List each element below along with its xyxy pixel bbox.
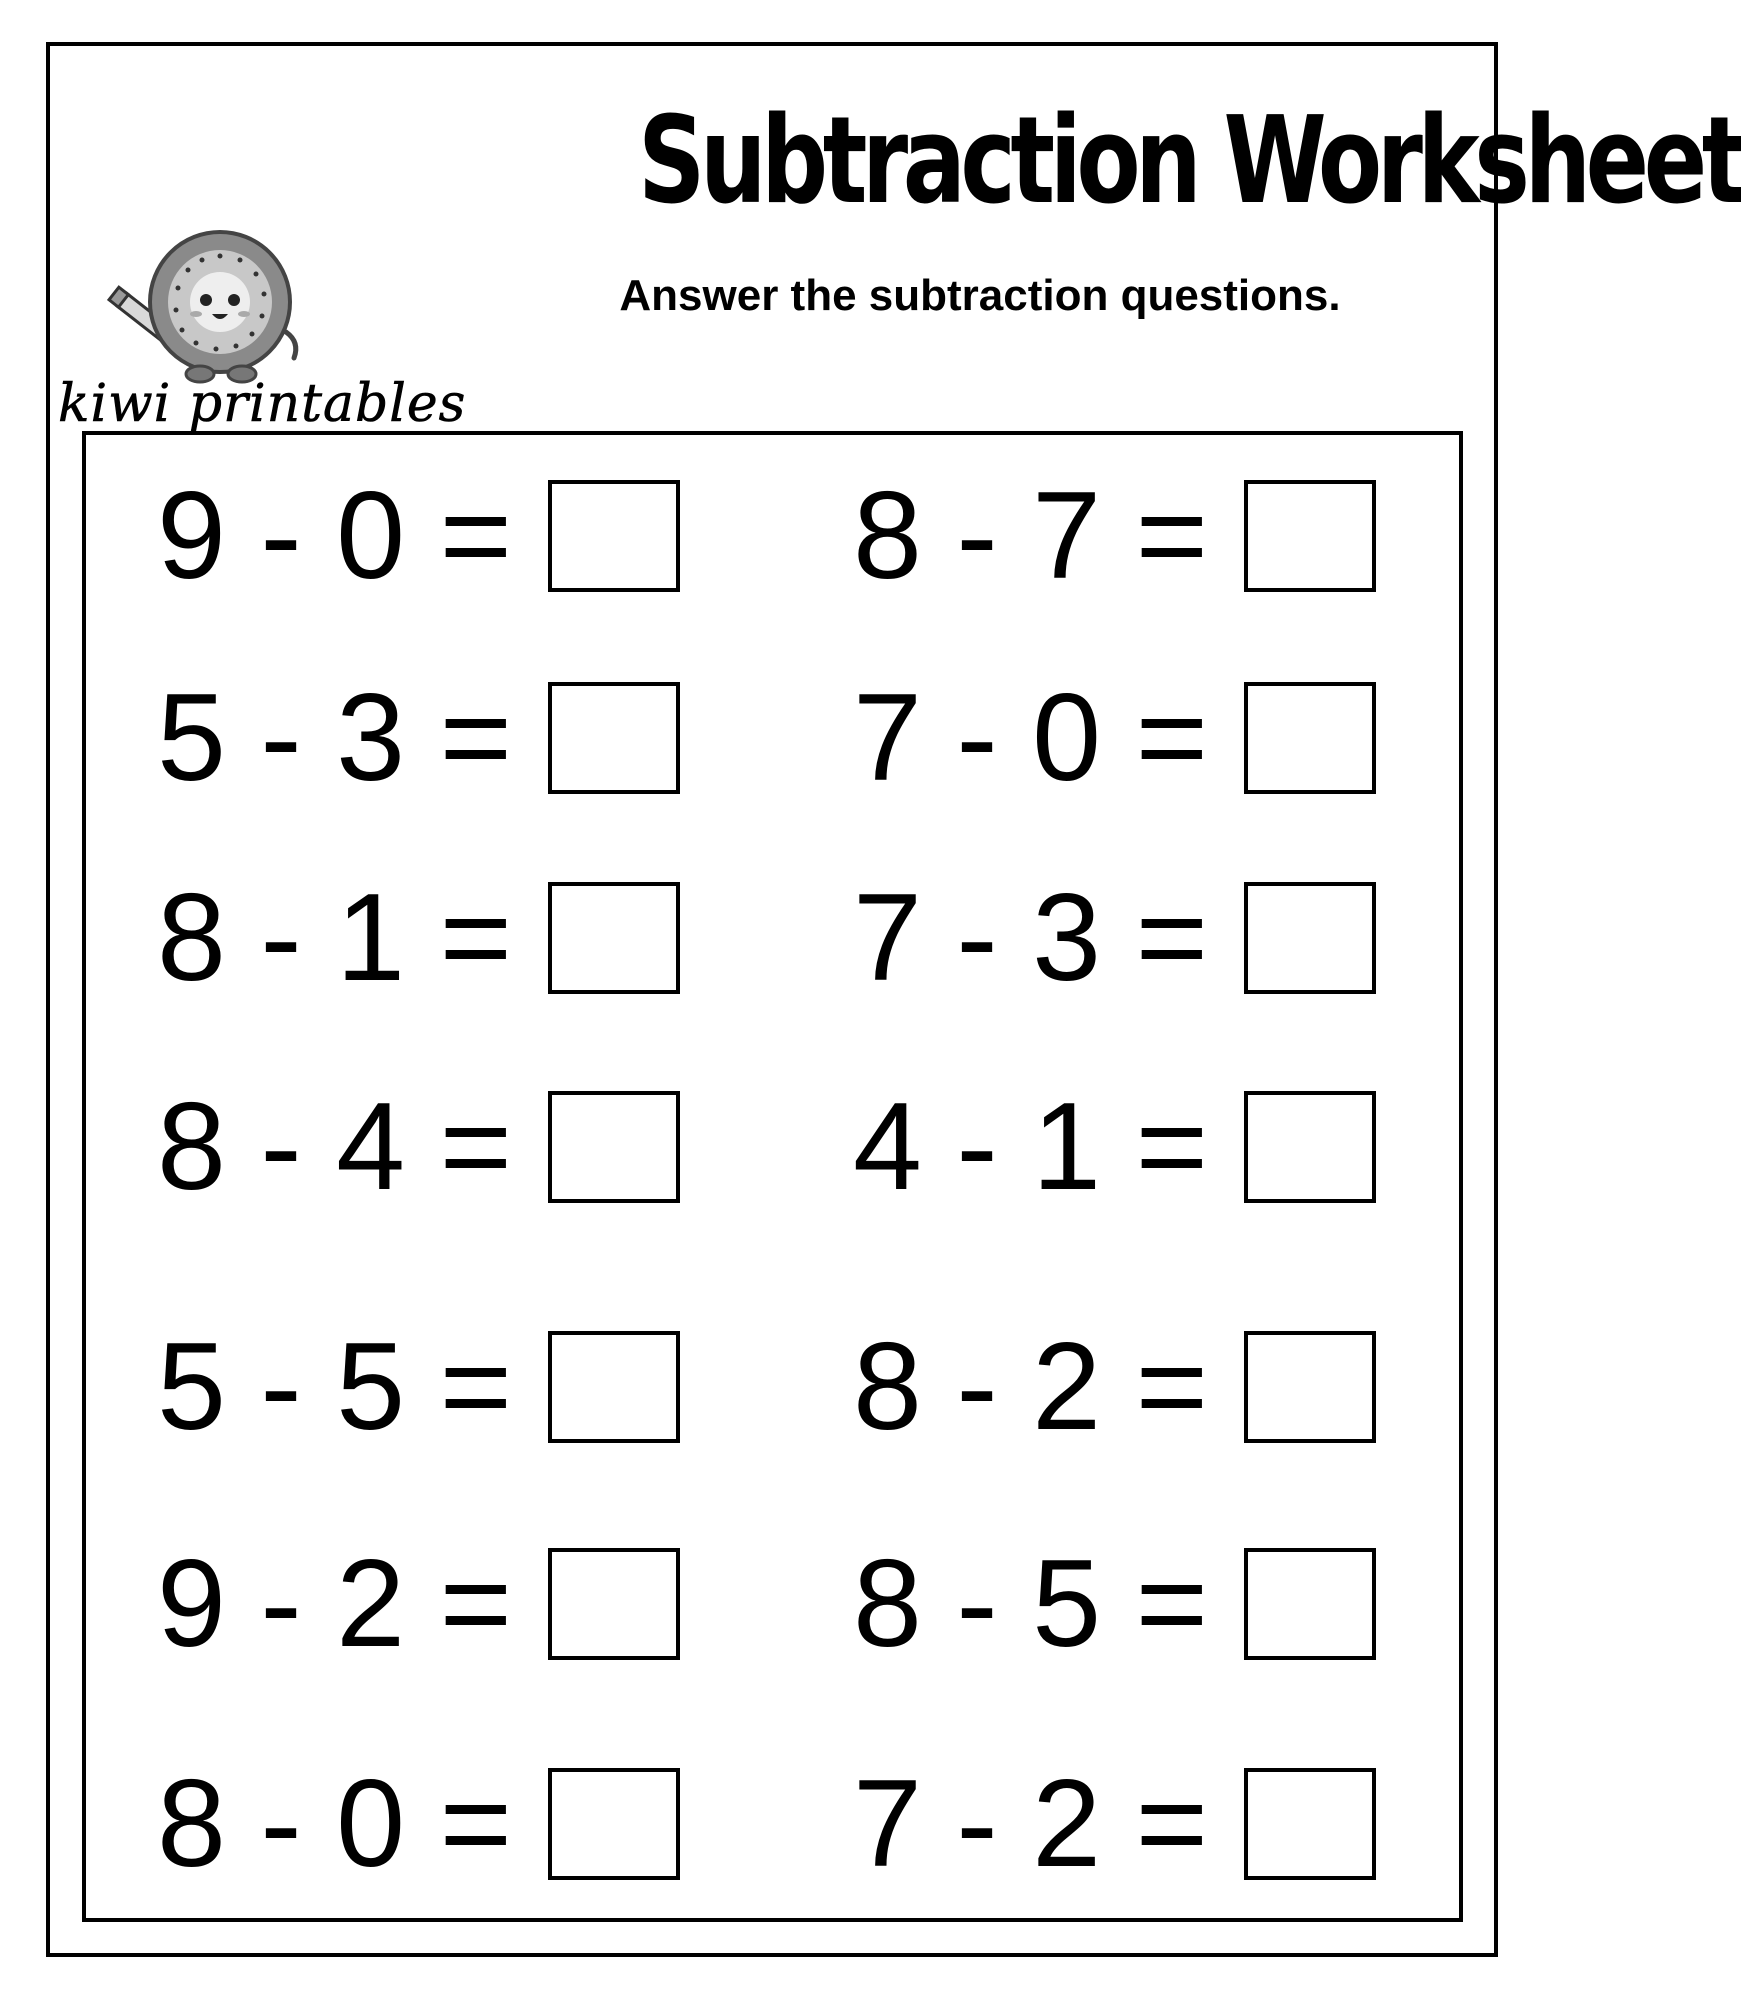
- problem-expression: 9 - 2 =: [157, 1535, 512, 1673]
- problem-expression: 7 - 2 =: [853, 1755, 1208, 1893]
- problem-7: [120, 1078, 680, 1216]
- problem-1: [120, 467, 680, 605]
- problem-expression: 8 - 7 =: [853, 467, 1208, 605]
- problem-expression: 7 - 3 =: [853, 869, 1208, 1007]
- problem-9: [120, 1318, 680, 1456]
- problem-3: [120, 669, 680, 807]
- problem-5: [120, 869, 680, 1007]
- answer-box[interactable]: [548, 1331, 680, 1443]
- problem-8: [816, 1078, 1376, 1216]
- worksheet-title: Subtraction Worksheet: [638, 92, 1741, 231]
- problem-expression: 8 - 2 =: [853, 1318, 1208, 1456]
- kiwi-printables-logo: [50, 222, 467, 462]
- answer-box[interactable]: [1244, 1091, 1376, 1203]
- problem-13: [120, 1755, 680, 1893]
- answer-box[interactable]: [1244, 1548, 1376, 1660]
- answer-box[interactable]: [1244, 682, 1376, 794]
- problem-11: [120, 1535, 680, 1673]
- problem-expression: 5 - 5 =: [157, 1318, 512, 1456]
- answer-box[interactable]: [548, 1091, 680, 1203]
- answer-box[interactable]: [1244, 1331, 1376, 1443]
- problem-4: [816, 669, 1376, 807]
- problem-expression: 4 - 1 =: [853, 1078, 1208, 1216]
- problem-expression: 9 - 0 =: [157, 467, 512, 605]
- answer-box[interactable]: [548, 1768, 680, 1880]
- answer-box[interactable]: [548, 480, 680, 592]
- problem-6: [816, 869, 1376, 1007]
- problem-expression: 8 - 5 =: [853, 1535, 1208, 1673]
- problem-14: [816, 1755, 1376, 1893]
- answer-box[interactable]: [1244, 480, 1376, 592]
- problem-10: [816, 1318, 1376, 1456]
- problem-2: [816, 467, 1376, 605]
- answer-box[interactable]: [548, 1548, 680, 1660]
- answer-box[interactable]: [1244, 1768, 1376, 1880]
- problem-12: [816, 1535, 1376, 1673]
- kiwi-mascot-icon: [50, 222, 400, 392]
- problem-expression: 8 - 1 =: [157, 869, 512, 1007]
- logo-text: kiwi printables: [58, 374, 467, 434]
- problem-expression: 8 - 0 =: [157, 1755, 512, 1893]
- instruction-text: Answer the subtraction questions.: [619, 271, 1341, 320]
- problem-expression: 8 - 4 =: [157, 1078, 512, 1216]
- answer-box[interactable]: [548, 682, 680, 794]
- answer-box[interactable]: [548, 882, 680, 994]
- problem-expression: 5 - 3 =: [157, 669, 512, 807]
- answer-box[interactable]: [1244, 882, 1376, 994]
- problem-expression: 7 - 0 =: [853, 669, 1208, 807]
